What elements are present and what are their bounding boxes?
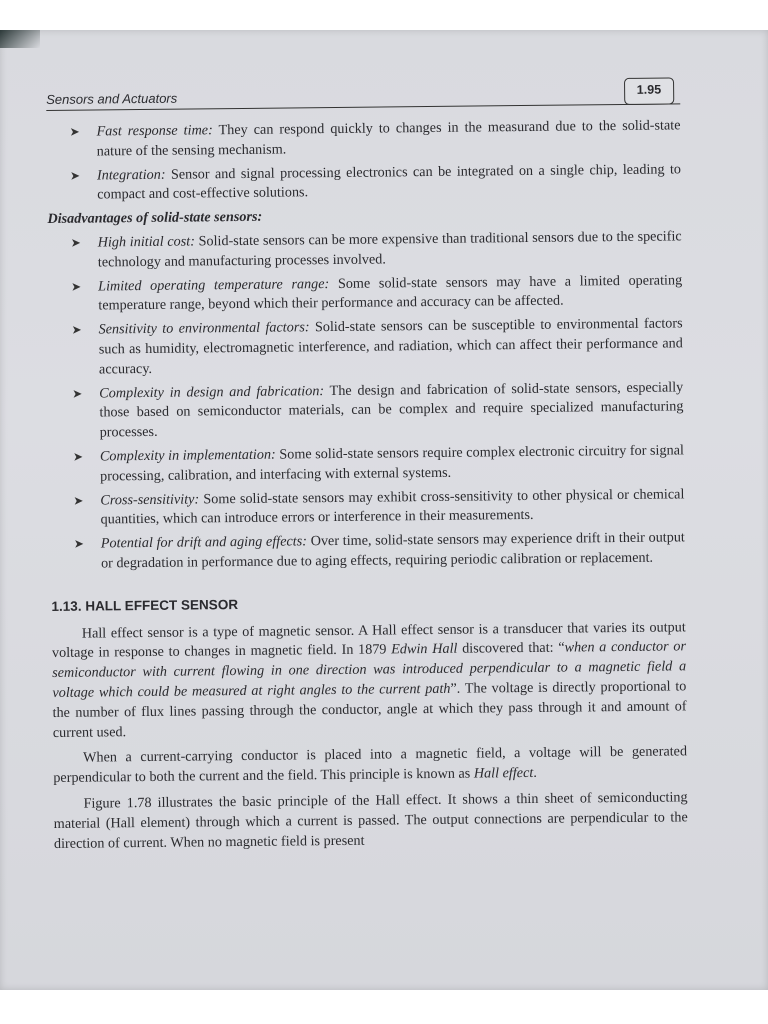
- person-name: Edwin Hall: [391, 641, 458, 658]
- running-head: Sensors and Actuators: [46, 90, 178, 107]
- list-item: [49, 315, 684, 381]
- bullet-term: Complexity in design and fabrication:: [99, 382, 325, 402]
- paragraph-text: Hall effect sensor is a type of magnetic sensor. A Hall effect sensor is a transducer that varies its output voltage in response to changes in magnetic field. In 1879: [51, 618, 686, 662]
- bullet-text: They can respond quickly to changes in the measurand due to the solid-state nature of the sensing mechanism.: [96, 117, 681, 160]
- bullet-text: The design and fabrication of solid-state sensors, especially those based on semiconductor materials, can be complex and require specialized manufacturing processes.: [99, 378, 684, 441]
- list-item: [50, 441, 684, 487]
- bullet-text: Solid-state sensors can be susceptible to environmental factors such as humidity, electromagnetic interference, and radiation, which can affect their performance and accuracy.: [98, 315, 683, 378]
- paragraph-text: When a current-carrying conductor is placed into a magnetic field, a voltage will be generated perpendicular to both the current and the field. This principle is known as: [53, 743, 688, 787]
- bullet-text: Solid-state sensors can be more expensive than traditional sensors due to the specific technology and manufacturing processes involved.: [97, 228, 682, 271]
- bullet-term: Limited operating temperature range:: [98, 275, 330, 295]
- paragraph-text: .: [533, 765, 537, 782]
- disadvantages-heading: Disadvantages of solid-state sensors:: [47, 208, 263, 228]
- list-item: [50, 485, 684, 531]
- arrow-bullet-icon: ➤: [69, 168, 81, 183]
- arrow-bullet-icon: ➤: [73, 493, 84, 508]
- list-item: [48, 227, 682, 273]
- arrow-bullet-icon: ➤: [69, 124, 80, 139]
- bullet-term: High initial cost:: [97, 233, 195, 251]
- paragraph: [52, 618, 687, 743]
- list-item: [51, 528, 685, 574]
- bullet-text: Some solid-state sensors require complex electronic circuitry for signal processing, calibration, and interfacing with external systems.: [100, 442, 684, 485]
- bullet-term: Integration:: [96, 166, 166, 184]
- quotation: when a conductor or semiconductor with current flowing in one direction was introduced perpendicular to a magnetic field a voltage which could be measured at right angles to the current path: [52, 638, 687, 701]
- paragraph-text: ”. The voltage is directly proportional to the number of flux lines passing through the conductor, angle at which they pass through it and amount of current used.: [52, 678, 687, 741]
- arrow-bullet-icon: ➤: [71, 322, 82, 337]
- bullet-text: Sensor and signal processing electronics can be integrated on a single chip, leading to compact and cost-effective solutions.: [97, 160, 682, 203]
- bullet-term: Sensitivity to environmental factors:: [98, 319, 310, 338]
- paragraph: Figure 1.78 illustrates the basic principle of the Hall effect. It shows a thin sheet of semiconducting material (Hall element) through which a current is passed. The output connections are perpendicular to the direction of current. When no magnetic field is present: [53, 789, 688, 852]
- bullet-term: Fast response time:: [96, 122, 213, 140]
- section-title: 1.13. HALL EFFECT SENSOR: [51, 596, 239, 614]
- bullet-text: Some solid-state sensors may exhibit cross-sensitivity to other physical or chemical quantities, which can introduce errors or interference in their measurements.: [100, 485, 685, 528]
- arrow-bullet-icon: ➤: [72, 386, 83, 401]
- arrow-bullet-icon: ➤: [73, 536, 84, 551]
- list-item: [47, 160, 681, 206]
- bullet-text: Over time, solid-state sensors may experience drift in their output or degradation in performance due to aging effects, requiring periodic calibration or replacement.: [100, 529, 685, 572]
- paragraph-text: discovered that: “: [457, 639, 565, 658]
- page-number: 1.95: [624, 77, 675, 104]
- list-item: [46, 116, 680, 162]
- bullet-term: Potential for drift and aging effects:: [100, 533, 308, 552]
- list-item: [48, 271, 682, 317]
- page-content: [46, 75, 688, 860]
- arrow-bullet-icon: ➤: [70, 235, 81, 250]
- list-item: [49, 378, 684, 444]
- paragraph: [53, 743, 687, 789]
- term-emphasis: Hall effect: [473, 765, 534, 782]
- arrow-bullet-icon: ➤: [72, 449, 84, 464]
- bullet-term: Complexity in implementation:: [99, 446, 276, 465]
- bullet-term: Cross-sensitivity:: [100, 490, 200, 508]
- page-header: [46, 75, 680, 111]
- page-corner-shadow: [0, 30, 40, 48]
- arrow-bullet-icon: ➤: [71, 279, 82, 294]
- bullet-text: Some solid-state sensors may have a limited operating temperature range, beyond which their performance and accuracy can be affected.: [98, 271, 683, 314]
